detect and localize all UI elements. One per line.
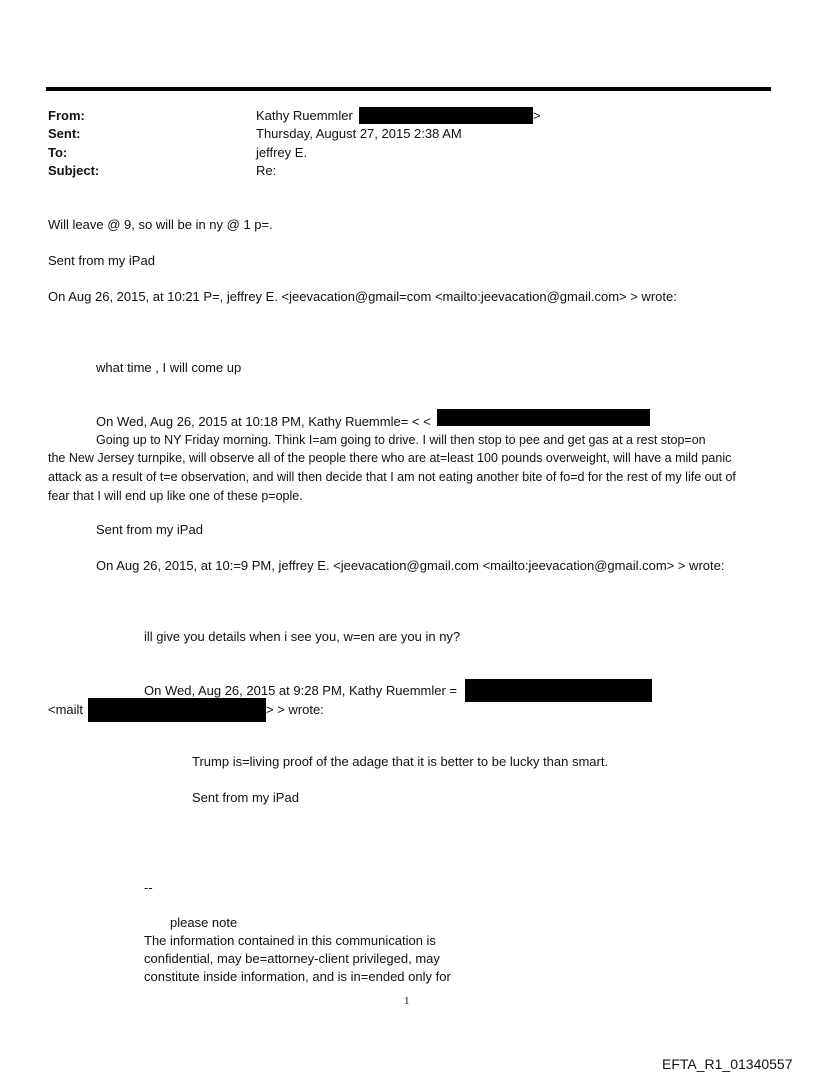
trump-line: Trump is=living proof of the adage that it is better to be lucky than smart. [192, 754, 609, 769]
from-trail: > [533, 108, 541, 123]
redaction-quote4-name [465, 679, 652, 702]
subject-label: Subject: [48, 163, 100, 178]
note-line-2: confidential, may be=attorney-client privileged, may [144, 951, 440, 966]
quote4-wrote: > > wrote: [266, 702, 324, 717]
signature-3: Sent from my iPad [192, 790, 299, 805]
from-label: From: [48, 108, 85, 123]
quote2-body-first: Going up to NY Friday morning. Think I=am going to drive. I will then stop to pee and get gas at a rest stop=on [96, 433, 706, 447]
header-rule [46, 87, 771, 91]
redaction-quote4-mailto [88, 698, 266, 722]
signature-2: Sent from my iPad [96, 522, 203, 537]
body-line1: Will leave @ 9, so will be in ny @ 1 p=. [48, 217, 273, 232]
dashes: -- [144, 880, 153, 895]
quote3-header: On Aug 26, 2015, at 10:=9 PM, jeffrey E. <jeevacation@gmail.com <mailto:jeevacation@gmail.com> > wrote: [96, 558, 725, 573]
sent-label: Sent: [48, 126, 81, 141]
note-title: please note [170, 915, 238, 930]
quote4-header: On Wed, Aug 26, 2015 at 9:28 PM, Kathy Ruemmler = [144, 683, 458, 698]
reply-2: ill give you details when i see you, w=en are you in ny? [144, 629, 461, 644]
sent-value: Thursday, August 27, 2015 2:38 AM [256, 126, 462, 141]
note-line-1: The information contained in this communication is [144, 933, 436, 948]
to-value: jeffrey E. [256, 145, 308, 160]
quote1-header: On Aug 26, 2015, at 10:21 P=, jeffrey E. <jeevacation@gmail=com <mailto:jeevacation@gmail.com> > wrote: [48, 289, 677, 304]
redaction-quote2-email [437, 409, 650, 426]
quote4-mailto: <mailt [48, 702, 84, 717]
signature-1: Sent from my iPad [48, 253, 155, 268]
note-line-3: constitute inside information, and is in=ended only for [144, 969, 451, 984]
page-number: 1 [404, 995, 410, 1007]
footer-id: EFTA_R1_01340557 [662, 1056, 793, 1072]
subject-value: Re: [256, 163, 277, 178]
from-value: Kathy Ruemmler [256, 108, 353, 123]
quote2-header: On Wed, Aug 26, 2015 at 10:18 PM, Kathy Ruemmle= < < [96, 414, 431, 429]
redaction-from-email [359, 107, 533, 124]
reply-1: what time , I will come up [96, 360, 242, 375]
to-label: To: [48, 145, 68, 160]
quote2-body-rest: the New Jersey turnpike, will observe all of the people there who are at=least 100 pounds overweight, will have a mild panic attack as a result of t=e observation, and will then decide that I am not eating another bite of fo=d for the rest of my life out of fear that I will end up like one of these p=ople. [48, 451, 736, 503]
